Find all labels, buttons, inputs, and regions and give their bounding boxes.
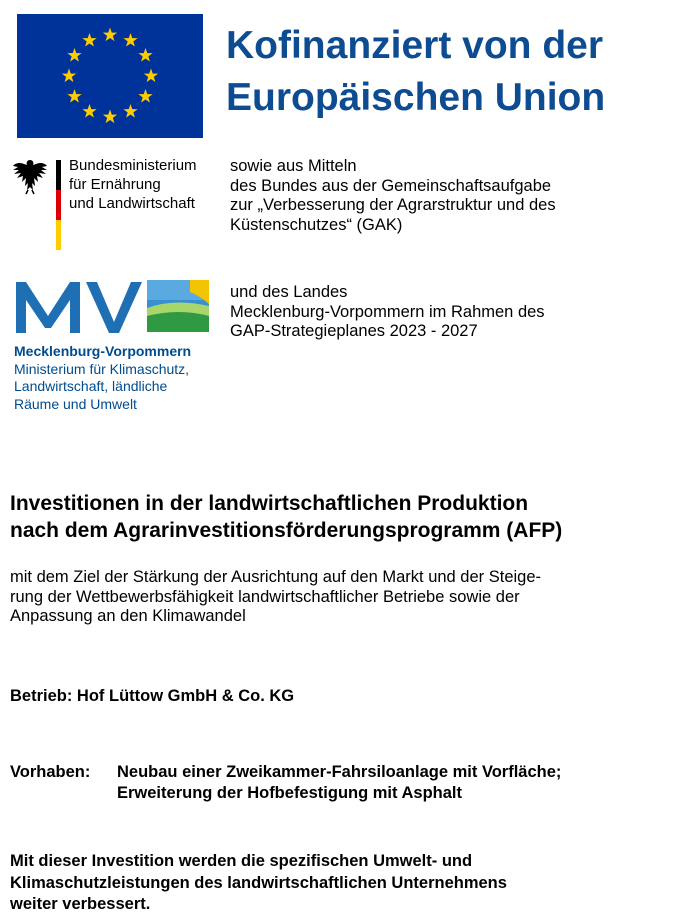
gak-funding-text bbox=[230, 157, 670, 235]
eu-title-line-2: Europäischen Union bbox=[226, 76, 606, 119]
project-label: Vorhaben: bbox=[10, 763, 91, 781]
bmel-name-line-1: Bundesministerium bbox=[69, 157, 197, 174]
gak-line-1: sowie aus Mitteln bbox=[230, 157, 357, 175]
company-name: Betrieb: Hof Lüttow GmbH & Co. KG bbox=[10, 687, 295, 705]
eu-star-icon bbox=[123, 33, 137, 47]
closing-line-2: Klimaschutzleistungen des landwirtschaftlichen Unternehmens bbox=[10, 873, 507, 892]
gak-line-4: Küstenschutzes“ (GAK) bbox=[230, 215, 403, 234]
mv-ministry-name bbox=[14, 343, 234, 413]
state-funding-text bbox=[230, 283, 670, 342]
eu-star-icon bbox=[138, 48, 152, 62]
closing-line-1: Mit dieser Investition werden die spezifischen Umwelt- und bbox=[10, 852, 473, 870]
mv-ministry-line-1: Mecklenburg-Vorpommern bbox=[14, 343, 192, 359]
eu-star-icon bbox=[123, 104, 137, 118]
mv-ministry-line-3: Landwirtschaft, ländliche bbox=[14, 378, 168, 394]
program-title-line-1: Investitionen in der landwirtschaftlichen Produktion bbox=[10, 492, 529, 515]
eu-star-icon bbox=[103, 28, 117, 42]
bmel-name-line-2: für Ernährung bbox=[69, 176, 161, 193]
closing-line-3: weiter verbessert. bbox=[10, 895, 151, 913]
bmel-ministry-name bbox=[69, 156, 219, 213]
project-description bbox=[117, 762, 667, 804]
eu-star-icon bbox=[138, 89, 152, 103]
program-title bbox=[10, 490, 665, 544]
eu-cofinancing-title bbox=[226, 20, 666, 124]
eu-star-icon bbox=[67, 48, 81, 62]
goal-line-2: rung der Wettbewerbsfähigkeit landwirtschaftlicher Betriebe sowie der bbox=[10, 587, 520, 606]
project-line-1: Neubau einer Zweikammer-Fahrsiloanlage mit Vorfläche; bbox=[117, 763, 562, 781]
land-line-2: Mecklenburg-Vorpommern im Rahmen des bbox=[230, 302, 545, 321]
eu-star-icon bbox=[62, 69, 76, 83]
gak-line-3: zur „Verbesserung der Agrarstruktur und des bbox=[230, 196, 556, 214]
mv-ministry-line-4: Räume und Umwelt bbox=[14, 395, 137, 412]
land-line-1: und des Landes bbox=[230, 283, 348, 301]
eu-star-icon bbox=[103, 110, 117, 124]
mv-logo-icon bbox=[14, 278, 210, 336]
eu-star-icon bbox=[82, 104, 96, 118]
eu-title-line-1: Kofinanziert von der bbox=[226, 24, 604, 67]
closing-statement bbox=[10, 851, 665, 916]
eu-stars-ring bbox=[17, 14, 203, 138]
german-flag-bar bbox=[56, 160, 61, 250]
goal-line-1: mit dem Ziel der Stärkung der Ausrichtung auf den Markt und der Steige- bbox=[10, 568, 542, 586]
eu-flag-icon bbox=[17, 14, 203, 138]
eu-star-icon bbox=[144, 69, 158, 83]
program-goal bbox=[10, 568, 665, 627]
mv-ministry-line-2: Ministerium für Klimaschutz, bbox=[14, 360, 190, 377]
goal-line-3: Anpassung an den Klimawandel bbox=[10, 607, 246, 625]
land-line-3: GAP-Strategieplanes 2023 - 2027 bbox=[230, 322, 478, 340]
project-line-2: Erweiterung der Hofbefestigung mit Asphalt bbox=[117, 784, 462, 802]
bmel-name-line-3: und Landwirtschaft bbox=[69, 195, 195, 212]
eu-star-icon bbox=[82, 33, 96, 47]
federal-eagle-icon bbox=[10, 156, 50, 196]
eu-star-icon bbox=[67, 89, 81, 103]
program-title-line-2: nach dem Agrarinvestitionsförderungsprogramm (AFP) bbox=[10, 519, 563, 542]
gak-line-2: des Bundes aus der Gemeinschaftsaufgabe bbox=[230, 176, 552, 195]
